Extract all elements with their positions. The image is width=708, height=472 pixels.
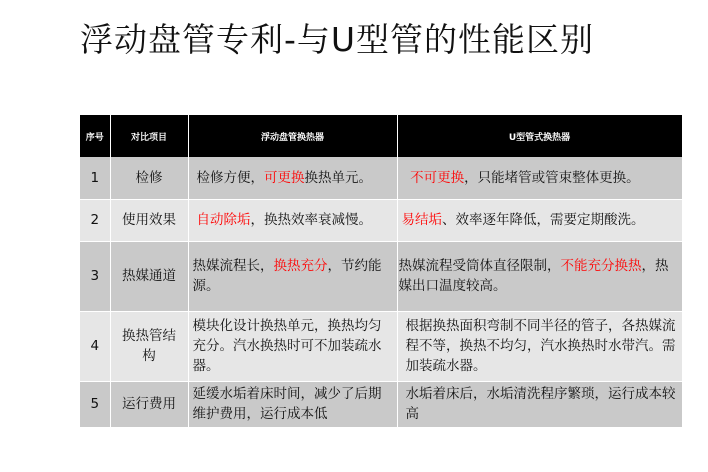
text-run: ，热媒出口温度较高。	[398, 258, 669, 294]
highlighted-text: 不可更换	[410, 169, 465, 186]
u-tube-cell	[397, 381, 682, 427]
header-item: 对比项目	[110, 115, 188, 157]
table-row	[80, 381, 682, 427]
floating-coil-cell	[188, 311, 397, 381]
highlighted-text: 自动除垢	[196, 212, 251, 228]
text-run: ，节约能源。	[192, 258, 382, 294]
u-tube-cell	[397, 199, 682, 241]
text-run: 换热单元。	[304, 169, 372, 186]
row-item: 换热管结构	[110, 311, 188, 381]
table-row	[80, 241, 682, 311]
u-tube-cell	[397, 311, 682, 381]
table-row	[80, 157, 682, 199]
u-tube-cell	[397, 241, 682, 311]
table-row	[80, 311, 682, 381]
text-run: 热媒流程受筒体直径限制，	[398, 258, 561, 274]
row-item: 运行费用	[110, 381, 188, 427]
highlighted-text: 不能充分换热	[560, 258, 642, 274]
text-run: 根据换热面积弯制不同半径的管子，各热媒流程不等，换热不均匀，汽水换热时水带汽。需加装疏水器。	[405, 318, 676, 374]
text-run: 检修方便，	[196, 169, 264, 186]
floating-coil-cell	[188, 381, 397, 427]
table-row	[80, 199, 682, 241]
table-header-row	[80, 115, 682, 157]
text-run: 热媒流程长，	[192, 258, 274, 274]
text-run: ，换热效率衰减慢。	[250, 212, 372, 228]
row-number: 1	[80, 157, 110, 199]
floating-coil-cell	[188, 199, 397, 241]
page-title: 浮动盘管专利-与U型管的性能区别	[80, 20, 595, 59]
row-item: 使用效果	[110, 199, 188, 241]
floating-coil-cell	[188, 241, 397, 311]
text-run: 水垢着床后，水垢清洗程序繁琐，运行成本较高	[405, 386, 676, 422]
row-number: 3	[80, 241, 110, 311]
highlighted-text: 换热充分	[273, 258, 328, 274]
row-number: 2	[80, 199, 110, 241]
text-run: 模块化设计换热单元，换热均匀充分。汽水换热时可不加装疏水器。	[192, 318, 382, 374]
highlighted-text: 易结垢	[401, 212, 442, 228]
header-u-tube: U型管式换热器	[397, 115, 682, 157]
row-item: 热媒通道	[110, 241, 188, 311]
text-run	[402, 170, 411, 186]
comparison-table	[80, 115, 683, 428]
row-number: 5	[80, 381, 110, 427]
highlighted-text: 可更换	[264, 169, 305, 186]
row-item: 检修	[110, 157, 188, 199]
floating-coil-cell	[188, 157, 397, 199]
header-floating-coil: 浮动盘管换热器	[188, 115, 397, 157]
text-run: 、效率逐年降低，需要定期酸洗。	[442, 212, 645, 228]
u-tube-cell	[397, 157, 682, 199]
text-run: ，只能堵管或管束整体更换。	[464, 169, 640, 186]
row-number: 4	[80, 311, 110, 381]
text-run: 延缓水垢着床时间，减少了后期维护费用，运行成本低	[192, 386, 382, 422]
header-number: 序号	[80, 115, 110, 157]
